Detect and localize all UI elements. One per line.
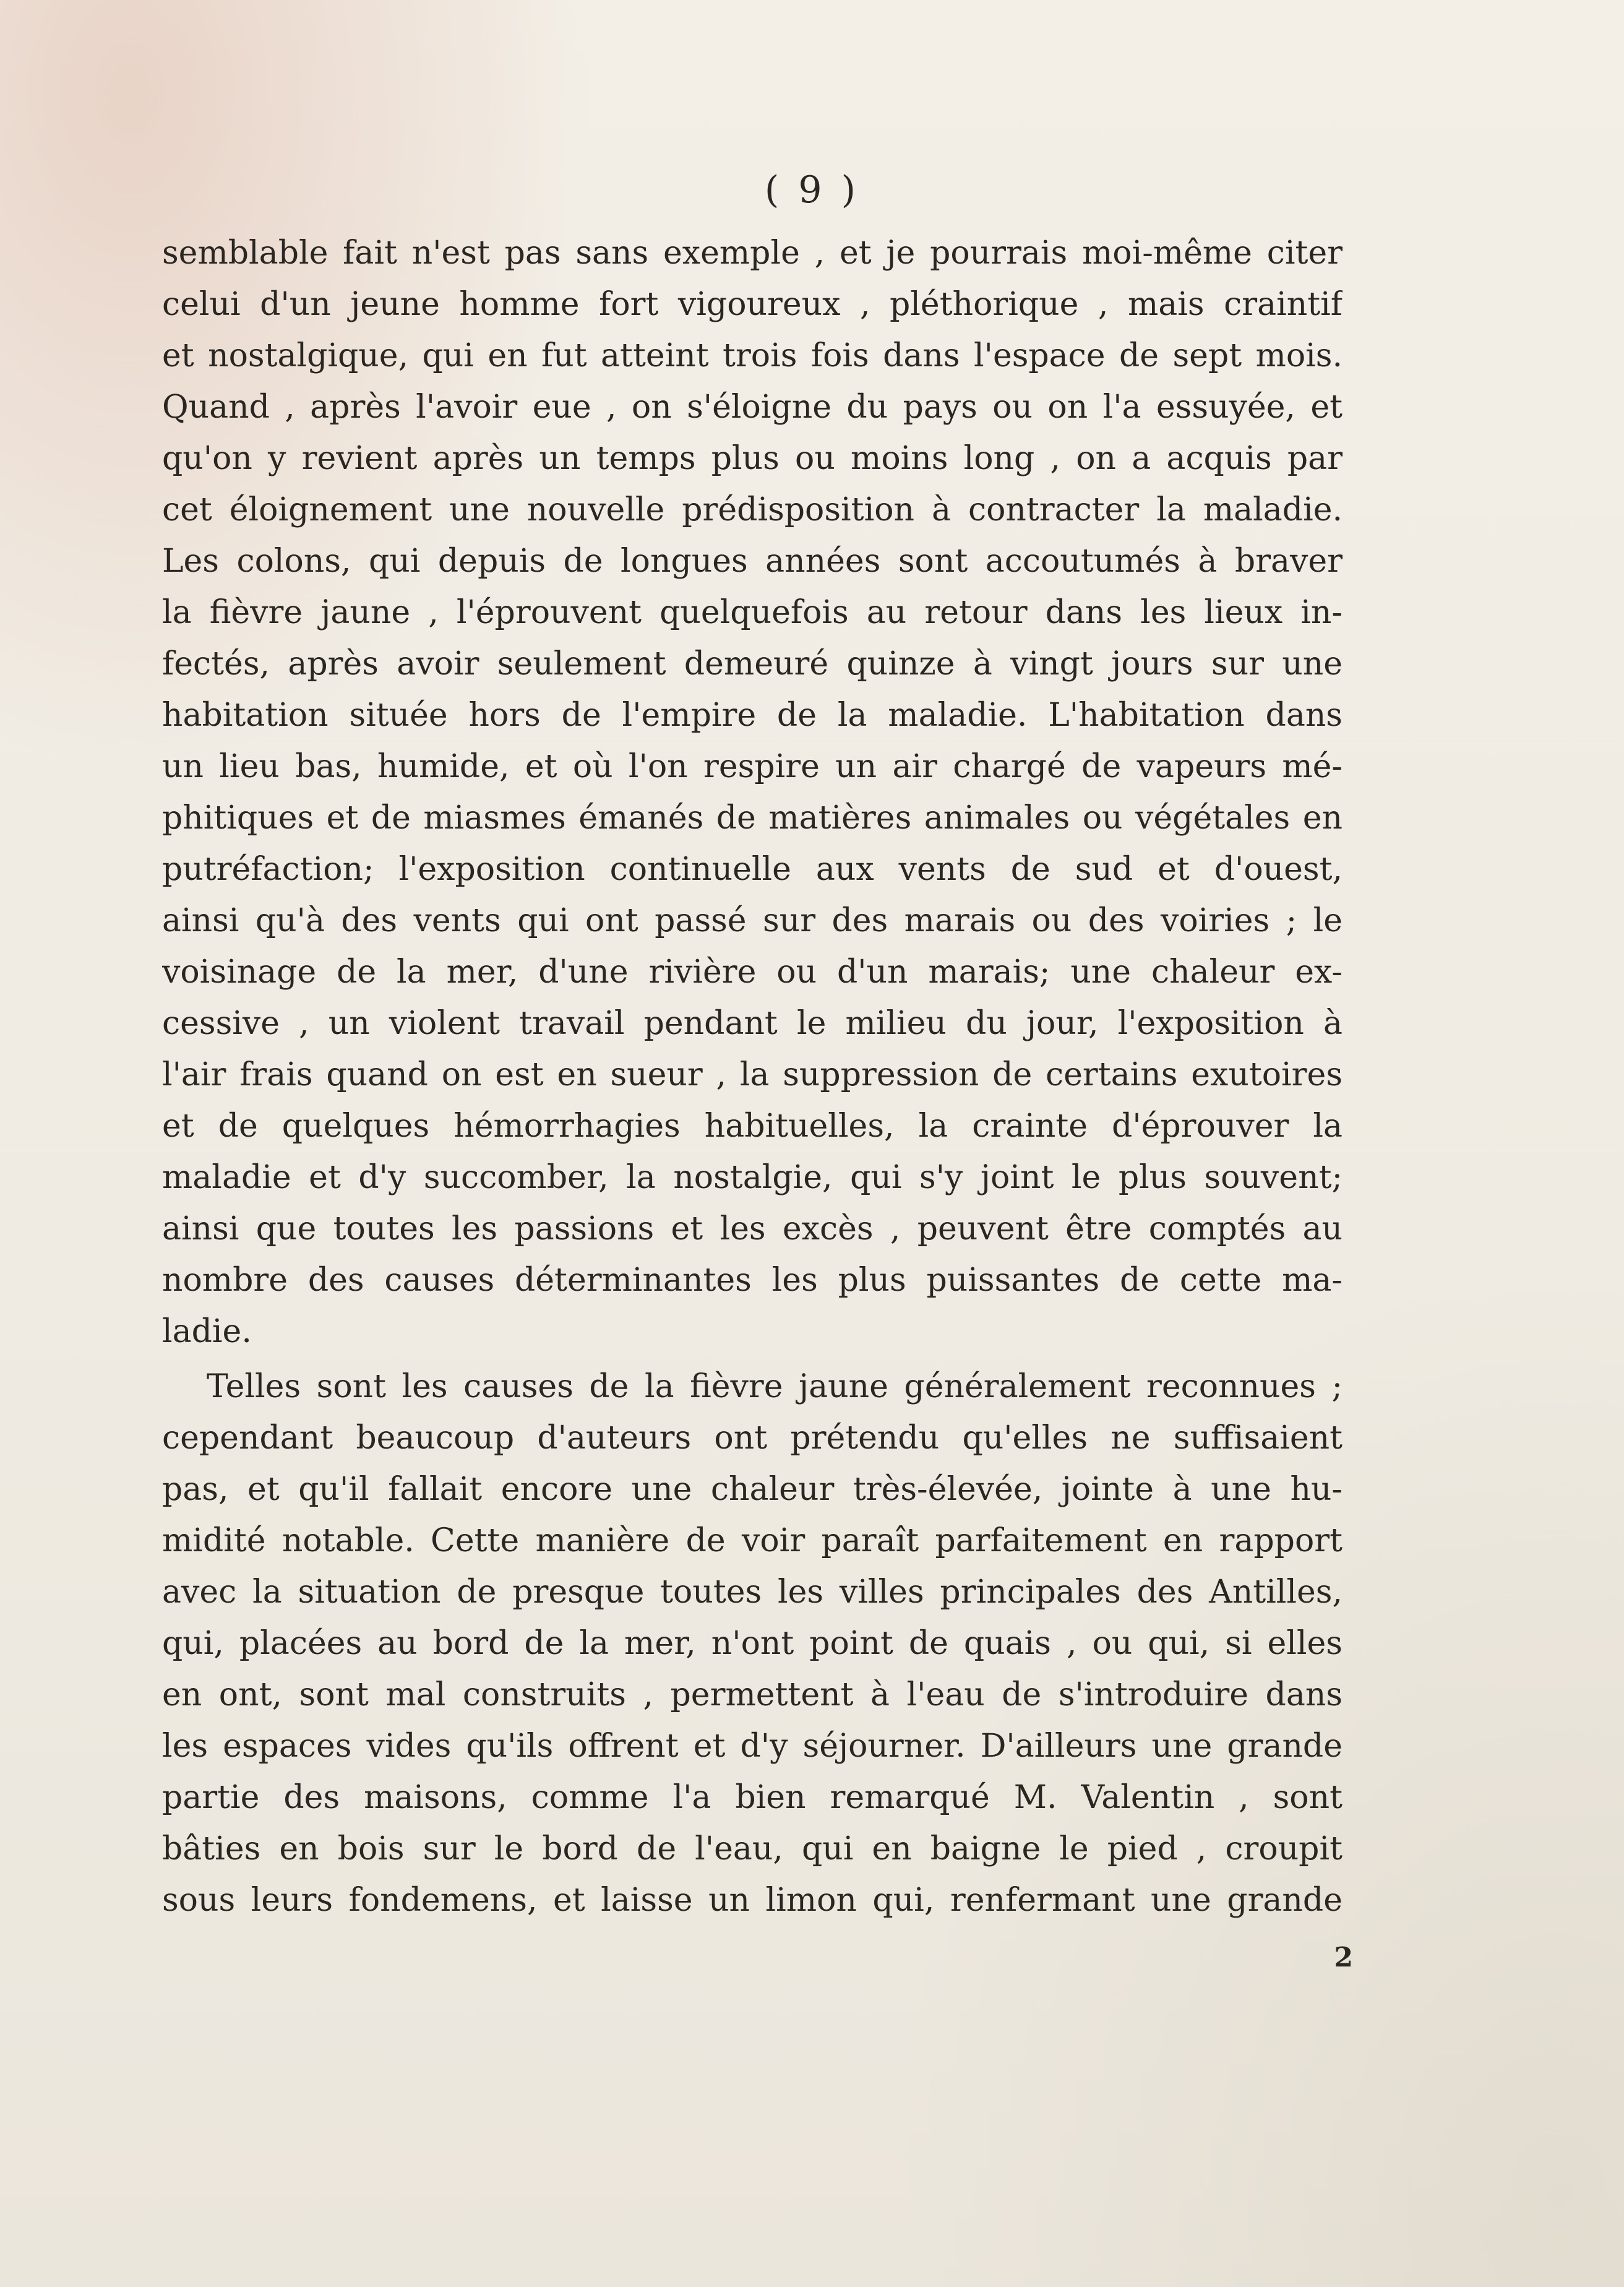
text-line: Telles sont les causes de la fièvre jaune généralement reconnues ; [207,1368,1343,1405]
text-line: putréfaction; l'exposition continuelle aux vents de sud et d'ouest, [162,851,1343,888]
text-line: sous leurs fondemens, et laisse un limon qui, renfermant une grande [162,1882,1343,1919]
text-line: avec la situation de presque toutes les villes principales des Antilles, [162,1574,1343,1611]
text-line: cessive , un violent travail pendant le milieu du jour, l'exposition à [162,1005,1343,1042]
paragraph [162,1361,1343,1926]
text-line: qui, placées au bord de la mer, n'ont point de quais , ou qui, si elles [162,1625,1343,1662]
text-line: fectés, après avoir seulement demeuré quinze à vingt jours sur une [162,645,1343,683]
text-line: partie des maisons, comme l'a bien remarqué M. Valentin , sont [162,1779,1343,1816]
text-line: cet éloignement une nouvelle prédisposition à contracter la maladie. [162,491,1343,528]
text-line: ainsi que toutes les passions et les excès , peuvent être comptés au [162,1210,1343,1247]
text-line: la fièvre jaune , l'éprouvent quelquefois au retour dans les lieux in- [162,594,1343,631]
text-line: en ont, sont mal construits , permettent à l'eau de s'introduire dans [162,1676,1343,1713]
body-text [162,228,1343,1926]
text-line: cependant beaucoup d'auteurs ont prétendu qu'elles ne suffisaient [162,1419,1343,1457]
text-line: un lieu bas, humide, et où l'on respire un air chargé de vapeurs mé- [162,748,1343,785]
text-line: semblable fait n'est pas sans exemple , et je pourrais moi-même citer [162,235,1343,272]
text-line: l'air frais quand on est en sueur , la suppression de certains exutoires [162,1056,1343,1093]
text-line: les espaces vides qu'ils offrent et d'y séjourner. D'ailleurs une grande [162,1728,1343,1765]
signature-mark: 2 [1334,1942,1353,1973]
page-number: ( 9 ) [764,168,860,212]
text-line: celui d'un jeune homme fort vigoureux , pléthorique , mais craintif [162,286,1343,323]
text-line: voisinage de la mer, d'une rivière ou d'un marais; une chaleur ex- [162,954,1343,991]
text-line: nombre des causes déterminantes les plus puissantes de cette ma- [162,1262,1343,1299]
text-line: ainsi qu'à des vents qui ont passé sur des marais ou des voiries ; le [162,902,1343,939]
text-line: phitiques et de miasmes émanés de matières animales ou végétales en [162,799,1343,837]
text-line: qu'on y revient après un temps plus ou moins long , on a acquis par [162,440,1343,477]
text-line: bâties en bois sur le bord de l'eau, qui en baigne le pied , croupit [162,1830,1343,1867]
text-line: et de quelques hémorrhagies habituelles, la crainte d'éprouver la [162,1108,1343,1145]
text-line: pas, et qu'il fallait encore une chaleur très-élevée, jointe à une hu- [162,1471,1343,1508]
text-line: Les colons, qui depuis de longues années sont accoutumés à braver [162,543,1343,580]
text-line: Quand , après l'avoir eue , on s'éloigne du pays ou on l'a essuyée, et [162,389,1343,426]
text-line: et nostalgique, qui en fut atteint trois fois dans l'espace de sept mois. [162,337,1343,374]
text-line: maladie et d'y succomber, la nostalgie, qui s'y joint le plus souvent; [162,1159,1343,1196]
text-line: midité notable. Cette manière de voir paraît parfaitement en rapport [162,1522,1343,1559]
text-line: habitation située hors de l'empire de la maladie. L'habitation dans [162,697,1343,734]
text-line: ladie. [162,1313,252,1350]
paragraph [162,228,1343,1358]
